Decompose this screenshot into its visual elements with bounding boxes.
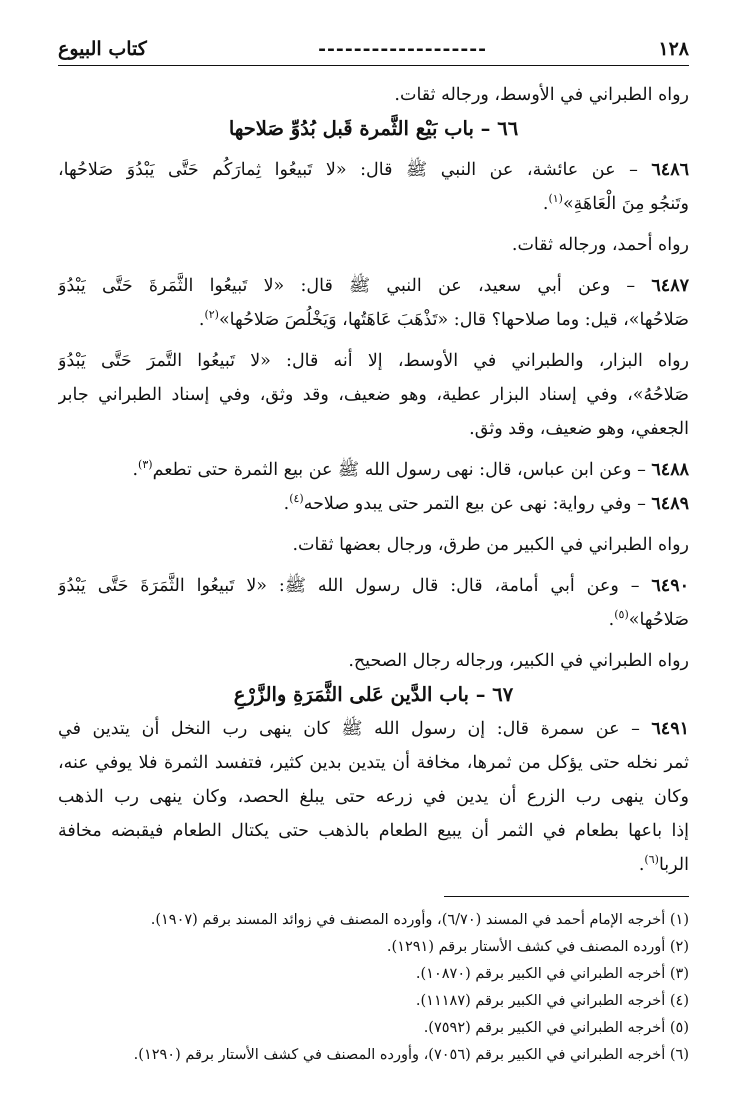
- hadith-6490-line-2: صَلاحُها»$^{(٥)}$.: [608, 608, 689, 630]
- hadith-number: ٦٤٨٩: [651, 494, 689, 514]
- footnote-6: (٦) أخرجه الطبراني في الكبير برقم (٧٠٥٦)، وأورده المصنف في كشف الأستار برقم (١٢٩٠).: [133, 1047, 689, 1063]
- hadith-text: صَلاحُها»، قيل: وما صلاحها؟ قال: «تَذْهَبَ عَاهَتُها، وَيَخْلُصَ صَلاحُها»: [218, 310, 689, 330]
- footnote-marker: (٣): [138, 458, 153, 472]
- hadith-6491-line-5: الربا$^{(٦)}$.: [638, 853, 689, 875]
- hadith-number: ٦٤٩٠: [651, 576, 689, 596]
- hadith-text: – عن عائشة، عن النبي ﷺ قال: «لا تَبيعُوا ثِمارَكُم حَتَّى يَبْدُوَ صَلاحُها،: [58, 160, 652, 180]
- hadith-text: – وعن ابن عباس، قال: نهى رسول الله ﷺ عن بيع الثمرة حتى تطعم: [152, 460, 652, 480]
- running-header: [58, 38, 689, 62]
- footnote-marker: (٦): [644, 853, 659, 867]
- footnote-3: (٣) أخرجه الطبراني في الكبير برقم (١٠٨٧٠).: [415, 966, 689, 982]
- footnote-4: (٤) أخرجه الطبراني في الكبير برقم (١١١٨٧).: [415, 993, 689, 1009]
- text-line: الجعفي، وهو ضعيف، وقد وثق.: [469, 419, 689, 439]
- hadith-text: وتَنجُو مِنَ الْعَاهَةِ»: [562, 194, 689, 214]
- footnote-separator: [444, 896, 689, 897]
- text-line: رواه الطبراني في الكبير من طرق، ورجال بعضها ثقات.: [292, 535, 689, 555]
- hadith-6491-line-2: ثمر نخله حتى يؤكل من ثمرها، مخافة أن يتدين بدين كثير، فتفسد الثمرة فلا يوفي عنه،: [58, 753, 689, 773]
- hadith-6491-line-1: [58, 712, 689, 746]
- text-line: رواه البزار، والطبراني في الأوسط، إلا أنه قال: «لا تَبيعُوا التَّمرَ حَتَّى يَبْدُوَ: [58, 351, 689, 371]
- chapter-heading-67: ٦٧ – باب الدَّين عَلى الثَّمَرَةِ والزَّرْعِ: [233, 683, 514, 706]
- hadith-text: – عن سمرة قال: إن رسول الله ﷺ كان ينهى رب النخل أن يتدين في: [58, 719, 652, 739]
- hadith-6487-line-1: [58, 269, 689, 303]
- footnotes: [58, 907, 689, 1069]
- hadith-text: – وعن أبي أمامة، قال: قال رسول الله ﷺ: «لا تَبيعُوا الثَّمَرَةَ حَتَّى يَبْدُوَ: [58, 576, 652, 596]
- footnote-marker: (٥): [614, 608, 629, 622]
- hadith-text: صَلاحُها»: [628, 610, 689, 630]
- hadith-number: ٦٤٨٧: [651, 276, 689, 296]
- hadith-6488: ٦٤٨٨ – وعن ابن عباس، قال: نهى رسول الله ﷺ عن بيع الثمرة حتى تطعم$^{(٣)}$.: [132, 458, 689, 480]
- header-dashes: -------------------: [318, 38, 487, 60]
- footnote-marker: (٤): [289, 492, 304, 506]
- footnote-2: (٢) أورده المصنف في كشف الأستار برقم (١٢٩١).: [386, 939, 689, 955]
- hadith-6487-line-2: صَلاحُها»، قيل: وما صلاحها؟ قال: «تَذْهَبَ عَاهَتُها، وَيَخْلُصَ صَلاحُها»$^{(٢)}$.: [198, 308, 689, 330]
- hadith-6491-line-4: إذا باعها بطعام في الثمر أن يبيع الطعام بالذهب حتى يكتال الطعام فيقبضه مخافة: [58, 821, 689, 841]
- text-line: رواه أحمد، ورجاله ثقات.: [511, 235, 689, 255]
- text-line: صَلاحُهُ»، وفي إسناد البزار عطية، وهو ضعيف، وقد وثق، وفي إسناد الطبراني جابر: [58, 385, 689, 405]
- hadith-6489: ٦٤٨٩ – وفي رواية: نهى عن بيع التمر حتى يبدو صلاحه$^{(٤)}$.: [283, 492, 689, 514]
- chapter-heading-66: ٦٦ – باب بَيْع الثَّمرة قَبل بُدُوِّ صَلاحها: [228, 117, 519, 140]
- hadith-number: ٦٤٨٦: [651, 160, 689, 180]
- book-title: كتاب البيوع: [58, 38, 147, 60]
- text-line: رواه الطبراني في الكبير، ورجاله رجال الصحيح.: [348, 651, 689, 671]
- footnote-marker: (٢): [204, 308, 219, 322]
- hadith-number: ٦٤٨٨: [651, 460, 689, 480]
- hadith-text: – وعن أبي سعيد، عن النبي ﷺ قال: «لا تَبيعُوا الثَّمَرةَ حَتَّى يَبْدُوَ: [58, 276, 652, 296]
- text-line: رواه الطبراني في الأوسط، ورجاله ثقات.: [394, 85, 689, 105]
- footnote-5: (٥) أخرجه الطبراني في الكبير برقم (٧٥٩٢).: [423, 1020, 689, 1036]
- header-rule: [58, 65, 689, 66]
- footnote-marker: (١): [548, 192, 563, 206]
- hadith-6486-line-1: [58, 153, 689, 187]
- hadith-6486-line-2: وتَنجُو مِنَ الْعَاهَةِ»$^{(١)}$.: [542, 192, 689, 214]
- hadith-6490-line-1: [58, 569, 689, 603]
- footnote-1: (١) أخرجه الإمام أحمد في المسند (٦/٧٠)، وأورده المصنف في زوائد المسند برقم (١٩٠٧).: [150, 912, 689, 928]
- hadith-text: الربا: [658, 855, 689, 875]
- hadith-text: – وفي رواية: نهى عن بيع التمر حتى يبدو صلاحه: [303, 494, 652, 514]
- hadith-6491-line-3: وكان ينهى رب الزرع أن يدين في زرعه حتى يبلغ الحصد، وكان ينهى رب الذهب: [58, 787, 689, 807]
- page-number: ١٢٨: [658, 38, 689, 60]
- hadith-number: ٦٤٩١: [651, 719, 689, 739]
